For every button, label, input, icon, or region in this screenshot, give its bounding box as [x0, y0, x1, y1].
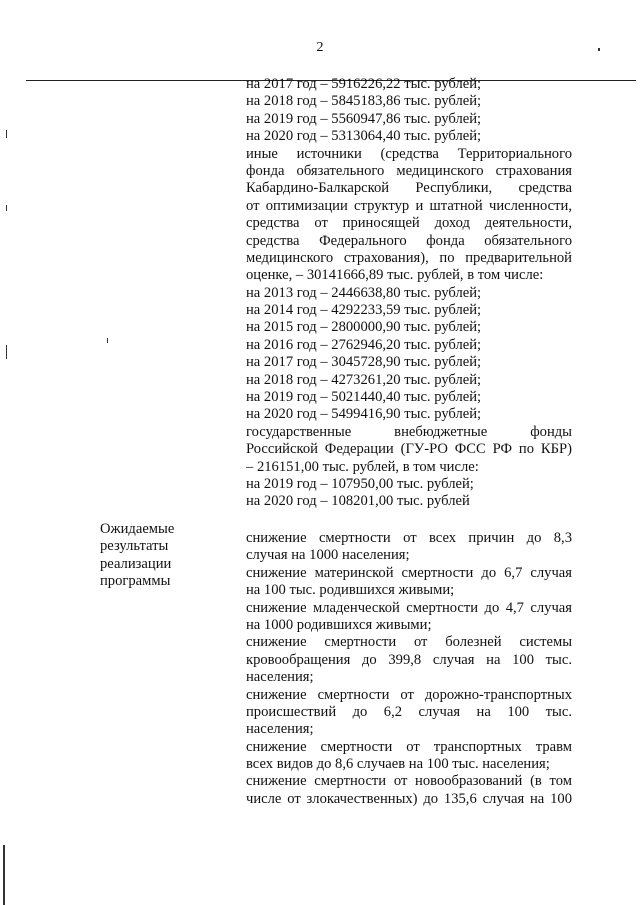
text-line: средства Федерального фонда обязательного: [246, 232, 572, 249]
text-line: средства от приносящей доход деятельности,: [246, 215, 572, 232]
section-heading: [100, 521, 240, 591]
text-line: населения;: [246, 669, 314, 686]
heading-line: Ожидаемые: [100, 521, 175, 537]
text-line: – 216151,00 тыс. рублей, в том числе:: [246, 458, 479, 475]
text-line: оценке, – 30141666,89 тыс. рублей, в том числе:: [246, 267, 544, 284]
heading-line: программы: [100, 573, 171, 590]
text-line: на 2016 год – 2762946,20 тыс. рублей;: [246, 336, 482, 353]
text-line: числе от злокачественных) до 135,6 случая на 100: [246, 790, 572, 807]
text-line: на 2020 год – 5499416,90 тыс. рублей;: [246, 406, 482, 423]
heading-line: результаты: [100, 538, 169, 555]
text-line: снижение смертности от дорожно-транспортных: [246, 686, 572, 703]
funding-line: на 2020 год – 5313064,40 тыс. рублей;: [246, 128, 482, 145]
scan-mark: [6, 130, 7, 138]
text-line: на 2017 год – 3045728,90 тыс. рублей;: [246, 354, 482, 371]
funding-line: на 2017 год – 5916226,22 тыс. рублей;: [246, 76, 482, 92]
scan-mark: [6, 345, 7, 359]
text-line: Кабардино-Балкарской Республики, средства: [246, 180, 572, 197]
text-line: на 1000 родившихся живыми;: [246, 616, 432, 633]
text-line: снижение младенческой смертности до 4,7 случая: [246, 599, 572, 616]
text-line: фонда обязательного медицинского страхования: [246, 162, 572, 179]
text-line: иные источники (средства Территориального: [246, 145, 572, 162]
text-line: снижение материнской смертности до 6,7 случая: [246, 564, 572, 581]
page-number: 2: [316, 40, 324, 55]
text-line: снижение смертности от болезней системы: [246, 634, 572, 651]
scan-mark: [6, 205, 7, 211]
scan-mark: [107, 338, 108, 343]
text-line: на 2018 год – 4273261,20 тыс. рублей;: [246, 371, 482, 388]
text-line: Российской Федерации (ГУ-РО ФСС РФ по КБР): [246, 441, 572, 458]
text-line: на 2019 год – 107950,00 тыс. рублей;: [246, 475, 474, 492]
text-line: на 100 тыс. родившихся живыми;: [246, 582, 455, 599]
text-line: на 2013 год – 2446638,80 тыс. рублей;: [246, 284, 482, 301]
funding-line: на 2018 год – 5845183,86 тыс. рублей;: [246, 93, 482, 110]
heading-line: реализации: [100, 555, 172, 572]
funding-block: [246, 76, 572, 511]
text-line: всех видов до 8,6 случаев на 100 тыс. населения;: [246, 756, 550, 773]
text-line: от оптимизации структур и штатной численности,: [246, 197, 572, 214]
text-line: случая на 1000 населения;: [246, 547, 410, 564]
text-line: снижение смертности от всех причин до 8,3: [246, 530, 572, 546]
text-line: на 2014 год – 4292233,59 тыс. рублей;: [246, 302, 482, 319]
funding-line: на 2019 год – 5560947,86 тыс. рублей;: [246, 110, 482, 127]
results-block: [246, 530, 572, 808]
text-line: государственные внебюджетные фонды: [246, 423, 572, 440]
text-line: на 2020 год – 108201,00 тыс. рублей: [246, 493, 470, 510]
text-line: на 2019 год – 5021440,40 тыс. рублей;: [246, 389, 482, 406]
text-line: медицинского страхования), по предварительной: [246, 249, 572, 266]
text-line: населения;: [246, 721, 314, 738]
text-line: снижение смертности от новообразований (в том: [246, 773, 572, 790]
scan-mark: [598, 48, 600, 51]
text-line: снижение смертности от транспортных травм: [246, 738, 572, 755]
text-line: происшествий до 6,2 случая на 100 тыс.: [246, 703, 572, 720]
text-line: на 2015 год – 2800000,90 тыс. рублей;: [246, 319, 482, 336]
scan-mark: [3, 845, 5, 905]
text-line: кровообращения до 399,8 случая на 100 тыс.: [246, 651, 572, 668]
